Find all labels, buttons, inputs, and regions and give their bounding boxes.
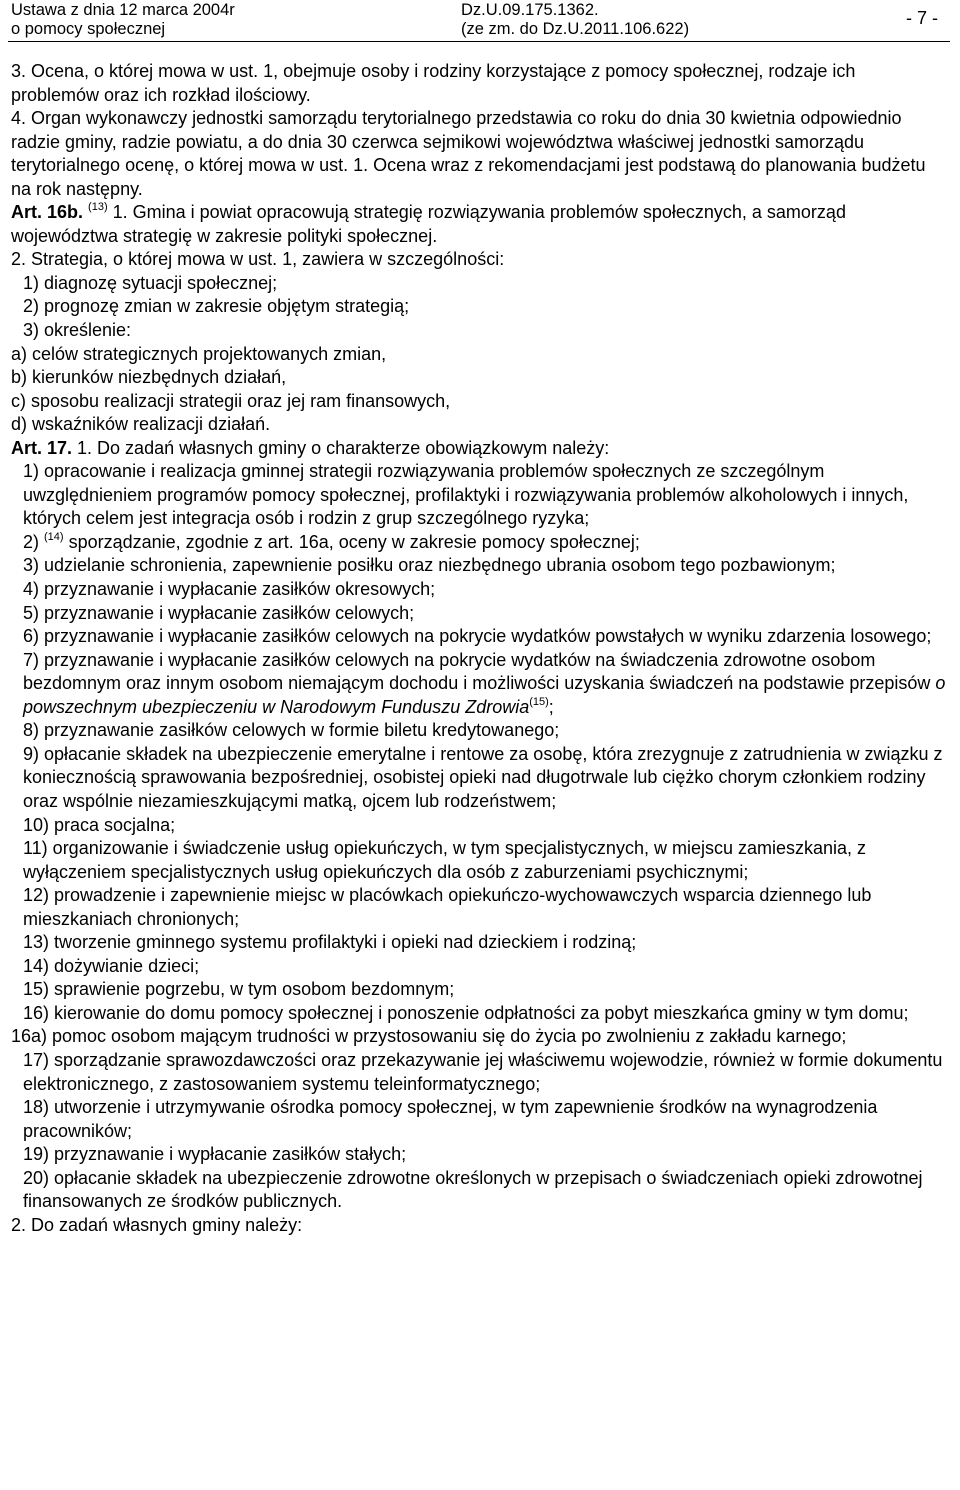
footnote-ref: (15) [529,695,549,708]
list-item: 2) prognozę zmian w zakresie objętym strategią; [23,296,410,317]
paragraph-art16b-2: 2. Strategia, o której mowa w ust. 1, zawiera w szczególności: [11,249,505,270]
page-header [0,0,960,42]
list-text: sporządzanie, zgodnie z art. 16a, oceny w zakresie pomocy społecznej; [63,531,640,552]
list-item: 5) przyznawanie i wypłacanie zasiłków celowych; [23,602,415,623]
list-item [11,649,947,720]
list-item: 9) opłacanie składek na ubezpieczenie emerytalne i rentowe za osobę, która zrezygnuje z zatrudnienia w związku z koniecznością sprawowania bezpośredniej, osobistej opieki nad długotrwale lub ciężko chorym członkiem rodziny oraz wspólnie niezamieszkującymi matką, ojcem lub rodzeństwem; [23,743,943,811]
list-text: 7) przyznawanie i wypłacanie zasiłków celowych na pokrycie wydatków na świadczenia zdrowotne osobom bezdomnym oraz innym osobom niemającym dochodu i możliwości uzyskania świadczeń na podstawie przepisów [23,649,936,694]
list-item: 18) utworzenie i utrzymywanie ośrodka pomocy społecznej, w tym zapewnienie środków na wynagrodzenia pracowników; [23,1097,878,1141]
document-body [11,60,947,1237]
list-item: 1) opracowanie i realizacja gminnej strategii rozwiązywania problemów społecznych ze szczególnym uwzględnieniem programów pomocy społecznej, profilaktyki i rozwiązywania problemów alkoholowych i innych, których celem jest integracja osób i rodzin z grup szczególnego ryzyka; [23,461,909,529]
footnote-ref: (13) [88,201,108,214]
list-item: 6) przyznawanie i wypłacanie zasiłków celowych na pokrycie wydatków powstałych w wyniku zdarzenia losowego; [23,626,932,647]
list-item: 3) określenie: [23,320,132,341]
list-item: 4) przyznawanie i wypłacanie zasiłków okresowych; [23,579,436,600]
list-item: 14) dożywianie dzieci; [23,955,200,976]
act-title-italic: o powszechnym ubezpieczeniu w Narodowym Funduszu Zdrowia [23,673,946,717]
paragraph-art16b-1 [11,201,947,248]
list-item: c) sposobu realizacji strategii oraz jej ram finansowych, [11,390,451,411]
list-item: 17) sporządzanie sprawozdawczości oraz przekazywanie jej właściwemu wojewodzie, również w formie dokumentu elektronicznego, z zastosowaniem systemu teleinformatycznego; [23,1049,943,1094]
list-item: 16) kierowanie do domu pomocy społecznej i ponoszenie odpłatności za pobyt mieszkańca gminy w tym domu; [23,1002,909,1023]
header-act-subject: o pomocy społecznej [11,20,166,38]
paragraph-art17-2: 2. Do zadań własnych gminy należy: [11,1214,303,1235]
list-item: 3) udzielanie schronienia, zapewnienie posiłku oraz niezbędnego ubrania osobom tego pozbawionym; [23,555,836,576]
header-act-title: Ustawa z dnia 12 marca 2004r [11,1,235,19]
paragraph-art16a-3: 3. Ocena, o której mowa w ust. 1, obejmuje osoby i rodziny korzystające z pomocy społecznej, rodzaje ich problemów oraz ich rozkład ilościowy. [11,61,856,105]
list-item: 19) przyznawanie i wypłacanie zasiłków stałych; [23,1144,407,1165]
article-label: Art. 17. [11,437,73,458]
list-item: b) kierunków niezbędnych działań, [11,367,287,388]
list-item: 11) organizowanie i świadczenie usług opiekuńczych, w tym specjalistycznych, w miejscu zamieszkania, z wyłączeniem specjalistycznych usług opiekuńczych dla osób z zaburzeniami psychicznymi; [23,838,867,882]
list-item: d) wskaźników realizacji działań. [11,414,271,435]
list-item: a) celów strategicznych projektowanych zmian, [11,343,387,364]
page-number: - 7 - [906,8,939,28]
list-item: 12) prowadzenie i zapewnienie miejsc w placówkach opiekuńczo-wychowawczych wsparcia dziennego lub mieszkaniach chronionych; [23,885,872,929]
list-item: 20) opłacanie składek na ubezpieczenie zdrowotne określonych w przepisach o świadczeniach opieki zdrowotnej finansowanych ze środków publicznych. [23,1167,923,1212]
list-item: 1) diagnozę sytuacji społecznej; [23,272,278,293]
list-item [11,531,947,555]
paragraph-art17-1 [11,437,947,461]
list-item: 16a) pomoc osobom mającym trudności w przystosowaniu się do życia po zwolnieniu z zakładu karnego; [11,1026,847,1047]
header-journal-ref: Dz.U.09.175.1362. [461,1,599,19]
list-item: 10) praca socjalna; [23,814,176,835]
header-divider [8,41,950,42]
list-number: 2) [23,531,45,552]
paragraph-text: 1. Gmina i powiat opracowują strategię rozwiązywania problemów społecznych, a samorząd województwa strategię w zakresie polityki społecznej. [11,202,846,246]
list-text-end: ; [548,696,554,717]
article-label: Art. 16b. [11,202,84,223]
list-item: 13) tworzenie gminnego systemu profilaktyki i opieki nad dzieckiem i rodziną; [23,932,637,953]
header-amendments-ref: (ze zm. do Dz.U.2011.106.622) [461,20,690,38]
paragraph-text: 1. Do zadań własnych gminy o charakterze obowiązkowym należy: [72,437,610,458]
footnote-ref: (14) [44,530,64,543]
paragraph-art16a-4: 4. Organ wykonawczy jednostki samorządu terytorialnego przedstawia co roku do dnia 30 kwietnia odpowiednio radzie gminy, radzie powiatu, a do dnia 30 czerwca sejmikowi województwa właściwej jednostki samorządu terytorialnego ocenę, o której mowa w ust. 1. Ocena wraz z rekomendacjami jest podstawą do planowania budżetu na rok następny. [11,108,926,199]
list-item: 8) przyznawanie zasiłków celowych w formie biletu kredytowanego; [23,720,560,741]
list-item: 15) sprawienie pogrzebu, w tym osobom bezdomnym; [23,979,455,1000]
